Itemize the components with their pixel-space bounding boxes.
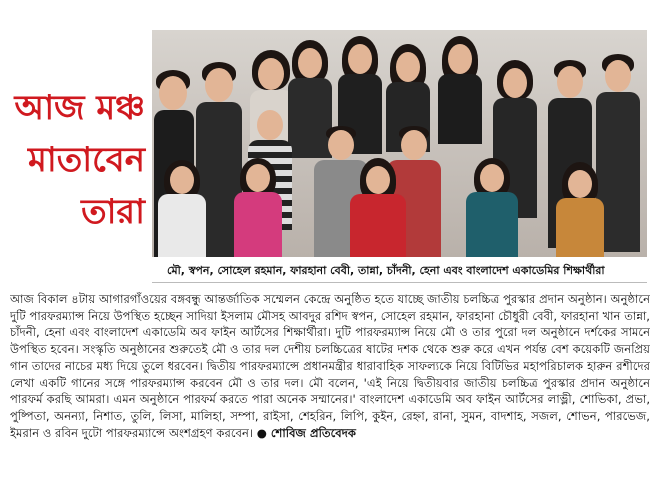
article-text: আজ বিকাল ৪টায় আগারগাঁওয়ের বঙ্গবন্ধু আন্তর্জাতিক সম্মেলন কেন্দ্রে অনুষ্ঠিত হতে যাচ্ছে জাতীয় চলচ্চিত্র পুরস্কার প্রদান অনুষ্ঠান। অনুষ্ঠানে দুটি পারফরম্যান্স নিয়ে উপস্থিত হচ্ছেন সাদিয়া ইসলাম মৌসহ আবদুর রশিদ স্বপন, সোহেল রহমান, ফারহানা চৌধুরী বেবী, ফারহানা খান তান্না, চাঁদনী, হেনা এবং বাংলাদেশ একাডেমি অব ফাইন আর্টসের শিক্ষার্থীরা। দুটি পারফরম্যান্স নিয়ে মৌ ও তার পুরো দল অনুষ্ঠানে দর্শকের সামনে উপস্থিত হবেন। সংস্কৃতি অনুষ্ঠানের শুরুতেই মৌ ও তার দল দেশীয় চলচ্চিত্রের ষাটের দশক থেকে শুরু করে এখন পর্যন্ত বেশ কয়েকটি জনপ্রিয় গান তাদের নাচের মধ্য দিয়ে তুলে ধরবেন। দ্বিতীয় পারফরম্যান্সে প্রধানমন্ত্রীর ধারাবাহিক সাফল্যকে নিয়ে বিটিভির মহাপরিচালক হারুন রশীদের লেখা একটি গানের সঙ্গে পারফরম্যান্স করবেন মৌ ও তার দল। মৌ বলেন, 'এই নিয়ে দ্বিতীয়বার জাতীয় চলচ্চিত্র পুরস্কার প্রদান অনুষ্ঠানে পারফর্ম করছি আমরা। এমন অনুষ্ঠানে পারফর্ম করতে পারা অনেক সম্মানের।' বাংলাদেশ একাডেমি অব ফাইন আর্টসের লাভ্লী, শোভিকা, প্রভা, পুষ্পিতা, অনন্যা, নিশাত, তুলি, লিসা, মালিহা, সম্পা, রাইসা, শেহরিন, লিপি, কুইন, রেহ্না, রানা, সুমন, বাদশাহ, সজল, শোভন, পারভেজ, ইমরান ও রবিন দুটো পারফরম্যান্সে অংশগ্রহণ করবেন। <box>10 292 650 440</box>
group-photo <box>152 30 647 257</box>
caption-divider <box>152 282 647 283</box>
headline-line-3: তারা <box>81 192 145 232</box>
headline-line-2: মাতাবেন <box>28 140 145 180</box>
photo-caption: মৌ, স্বপন, সোহেল রহমান, ফারহানা বেবী, তান্না, চাঁদনী, হেনা এবং বাংলাদেশ একাডেমির শিক্ষার্থীরা <box>167 264 605 277</box>
byline: ● শোবিজ প্রতিবেদক <box>256 425 356 440</box>
headline-line-1: আজ মঞ্চ <box>14 88 145 128</box>
headline <box>10 82 145 238</box>
article-body <box>10 291 650 496</box>
